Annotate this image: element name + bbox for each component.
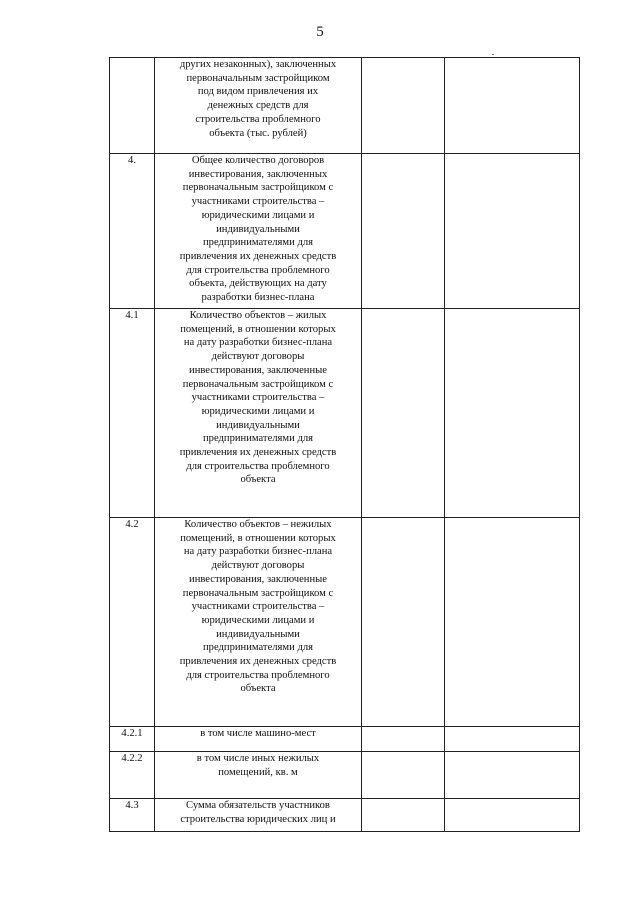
indicator-text-line: юридическими лицами и [201, 405, 315, 417]
indicator-name [155, 309, 362, 518]
row-number: 4. [110, 154, 155, 309]
note-cell [445, 752, 580, 799]
value-cell [362, 58, 445, 154]
indicator-text-line: других незаконных), заключенных [179, 59, 337, 70]
note-cell [445, 154, 580, 309]
indicator-text-line: помещений, в отношении которых [180, 323, 336, 335]
indicator-text-line: привлечения их денежных средств [179, 250, 337, 262]
indicator-text-line: строительства юридических лиц и [180, 813, 336, 825]
indicator-text-line: Количество объектов – жилых [189, 310, 327, 321]
indicator-text-line: объекта, действующих на дату [189, 278, 327, 290]
indicator-text-line: на дату разработки бизнес-плана [183, 337, 333, 349]
row-number [110, 58, 155, 154]
indicator-text-line: первоначальным застройщиком с [182, 182, 334, 194]
row-number: 4.2.2 [110, 752, 155, 799]
value-cell [362, 799, 445, 832]
indicator-text-line: предпринимателями для [202, 642, 313, 654]
indicator-text-line: объекта [240, 474, 276, 486]
indicator-text-line: индивидуальными [216, 419, 300, 431]
note-cell [445, 309, 580, 518]
value-cell [362, 309, 445, 518]
indicator-text-line: участниками строительства – [191, 392, 325, 404]
indicator-name [155, 518, 362, 727]
indicator-text-line: для строительства проблемного [186, 264, 330, 276]
table-row [110, 799, 580, 832]
indicator-text-line: инвестирования, заключенных [188, 168, 328, 180]
row-number: 4.2 [110, 518, 155, 727]
value-cell [362, 752, 445, 799]
row-number: 4.3 [110, 799, 155, 832]
table-row [110, 727, 580, 752]
indicator-text-line: индивидуальными [216, 223, 300, 235]
indicator-text-line: предпринимателями для [202, 433, 313, 445]
indicator-text-line: в том числе иных нежилых [196, 753, 320, 764]
indicator-text-line: Сумма обязательств участников [186, 800, 330, 811]
note-cell [445, 727, 580, 752]
indicator-table [109, 57, 580, 832]
indicator-name [155, 727, 362, 752]
indicator-text-line: для строительства проблемного [186, 669, 330, 681]
indicator-text-line: первоначальным застройщиком с [182, 378, 334, 390]
indicator-text-line: объекта [240, 683, 276, 695]
indicator-text-line: помещений, в отношении которых [180, 532, 336, 544]
indicator-name [155, 752, 362, 799]
value-cell [362, 727, 445, 752]
indicator-text-line: действуют договоры [211, 351, 305, 363]
indicator-text-line: Количество объектов – нежилых [184, 519, 332, 530]
indicator-text-line: Общее количество договоров [191, 155, 325, 166]
indicator-text-line: действуют договоры [211, 560, 305, 572]
indicator-text-line: индивидуальными [216, 628, 300, 640]
indicator-name [155, 799, 362, 832]
indicator-text-line: на дату разработки бизнес-плана [183, 546, 333, 558]
indicator-text-line: первоначальным застройщиком [186, 72, 330, 84]
indicator-name [155, 154, 362, 309]
page-number: 5 [316, 24, 324, 40]
indicator-text-line: под видом привлечения их [197, 86, 319, 98]
table-row [110, 752, 580, 799]
indicator-text-line: юридическими лицами и [201, 209, 315, 221]
note-cell [445, 58, 580, 154]
table-row [110, 58, 580, 154]
indicator-text-line: участниками строительства – [191, 196, 325, 208]
indicator-text-line: привлечения их денежных средств [179, 447, 337, 459]
indicator-text-line: объекта (тыс. рублей) [209, 127, 307, 139]
indicator-text-line: строительства проблемного [195, 113, 321, 125]
value-cell [362, 518, 445, 727]
indicator-text-line: инвестирования, заключенные [189, 364, 327, 376]
table-row [110, 154, 580, 309]
indicator-text-line: участниками строительства – [191, 601, 325, 613]
indicator-name [155, 58, 362, 154]
indicator-text-line: предпринимателями для [202, 237, 313, 249]
scan-speck [492, 54, 494, 55]
indicator-text-line: привлечения их денежных средств [179, 656, 337, 668]
table-row [110, 518, 580, 727]
row-number: 4.2.1 [110, 727, 155, 752]
indicator-text-line: первоначальным застройщиком с [182, 587, 334, 599]
indicator-text-line: разработки бизнес-плана [201, 292, 315, 304]
indicator-text-line: для строительства проблемного [186, 460, 330, 472]
indicator-text-line: инвестирования, заключенные [189, 573, 327, 585]
note-cell [445, 518, 580, 727]
table-row [110, 309, 580, 518]
indicator-text-line: юридическими лицами и [201, 614, 315, 626]
row-number: 4.1 [110, 309, 155, 518]
indicator-text-line: денежных средств для [207, 100, 309, 112]
note-cell [445, 799, 580, 832]
value-cell [362, 154, 445, 309]
indicator-text-line: помещений, кв. м [218, 766, 298, 778]
indicator-text-line: в том числе машино-мест [200, 728, 316, 739]
